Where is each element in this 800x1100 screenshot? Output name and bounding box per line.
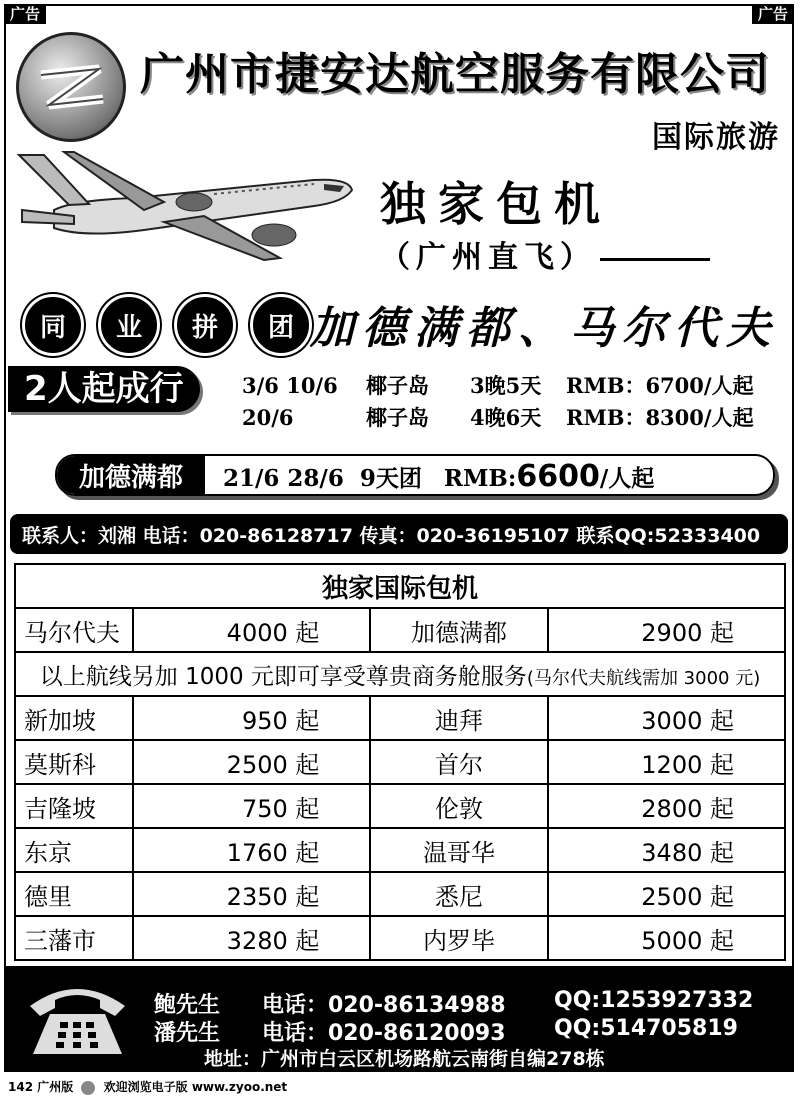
city-price: 2500 起 bbox=[133, 740, 370, 784]
city-name: 悉尼 bbox=[370, 872, 547, 916]
destinations-title: 加德满都、马尔代夫 bbox=[310, 303, 778, 354]
city-name: 内罗毕 bbox=[370, 916, 547, 960]
airplane-icon bbox=[14, 150, 359, 265]
table-title: 独家国际包机 bbox=[15, 564, 785, 608]
page-footer bbox=[8, 1078, 287, 1095]
trip-place: 椰子岛 bbox=[366, 373, 429, 398]
charter-title: 独家包机 bbox=[380, 177, 612, 231]
kathmandu-offer bbox=[55, 454, 775, 496]
trip-price: RMB：8300/人起 bbox=[566, 405, 754, 430]
city-name: 德里 bbox=[15, 872, 133, 916]
group-char-1: 同 bbox=[22, 294, 84, 356]
contact-bar: 联系人：刘湘 电话：020-86128717 传真：020-36195107 联系QQ:52333400 bbox=[10, 514, 788, 554]
table-row bbox=[15, 784, 785, 828]
business-class-note bbox=[15, 652, 785, 696]
trip-place: 椰子岛 bbox=[366, 405, 429, 430]
city-name: 温哥华 bbox=[370, 828, 547, 872]
trip-duration: 3晚5天 bbox=[470, 373, 542, 398]
trip-dates: 3/6 10/6 bbox=[242, 373, 338, 398]
subtitle: 国际旅游 bbox=[652, 120, 780, 155]
city-price: 950 起 bbox=[133, 696, 370, 740]
company-name: 广州市捷安达航空服务有限公司 bbox=[140, 49, 770, 100]
direct-flight: （广州直飞） bbox=[380, 240, 596, 275]
ad-tag-left: 广告 bbox=[4, 4, 46, 24]
city-name: 首尔 bbox=[370, 740, 547, 784]
kathmandu-price: 6600 bbox=[516, 459, 600, 494]
contact-footer bbox=[6, 966, 792, 1070]
kathmandu-details bbox=[223, 459, 654, 494]
contact-name: 鲍先生 bbox=[154, 993, 221, 1018]
kathmandu-label: 加德满都 bbox=[57, 456, 205, 494]
company-logo bbox=[16, 32, 126, 142]
city-name: 吉隆坡 bbox=[15, 784, 133, 828]
min-pax-badge: 2人起成行 bbox=[8, 366, 200, 412]
trip-duration: 4晚6天 bbox=[470, 405, 542, 430]
contact-phone: 电话：020-86120093 bbox=[262, 1021, 506, 1046]
note-small: (马尔代夫航线需加 3000 元) bbox=[526, 667, 761, 689]
city-price: 2800 起 bbox=[548, 784, 785, 828]
trip-row-2 bbox=[242, 402, 754, 432]
city-name: 伦敦 bbox=[370, 784, 547, 828]
kathmandu-duration: 9天团 bbox=[359, 465, 422, 492]
note-main: 以上航线另加 1000 元即可享受尊贵商务舱服务 bbox=[39, 663, 527, 690]
city-price: 1200 起 bbox=[548, 740, 785, 784]
contact-name: 潘先生 bbox=[154, 1021, 221, 1046]
city-name: 三藩市 bbox=[15, 916, 133, 960]
city-price: 3480 起 bbox=[548, 828, 785, 872]
kathmandu-price-prefix: RMB: bbox=[443, 465, 517, 492]
table-row bbox=[15, 828, 785, 872]
contact-qq: QQ:514705819 bbox=[554, 1016, 738, 1041]
city-price: 4000 起 bbox=[133, 608, 370, 652]
city-price: 2900 起 bbox=[548, 608, 785, 652]
page-number: 142 bbox=[8, 1080, 34, 1094]
telephone-icon bbox=[20, 978, 135, 1058]
group-char-4: 团 bbox=[250, 294, 312, 356]
table-row bbox=[15, 608, 785, 652]
trip-row-1 bbox=[242, 370, 754, 400]
edition: 广州版 bbox=[37, 1080, 74, 1094]
city-name: 马尔代夫 bbox=[15, 608, 133, 652]
contact-phone: 电话：020-86134988 bbox=[262, 993, 506, 1018]
table-row bbox=[15, 916, 785, 960]
group-badge-row bbox=[22, 294, 312, 356]
table-row bbox=[15, 872, 785, 916]
contact-qq: QQ:1253927332 bbox=[554, 988, 754, 1013]
ad-tag-right: 广告 bbox=[752, 4, 794, 24]
trip-price: RMB：6700/人起 bbox=[566, 373, 754, 398]
kathmandu-price-suffix: /人起 bbox=[599, 465, 655, 492]
table-row bbox=[15, 696, 785, 740]
city-price: 2350 起 bbox=[133, 872, 370, 916]
kathmandu-dates: 21/6 28/6 bbox=[223, 465, 344, 492]
direct-flight-line bbox=[380, 232, 710, 276]
city-price: 3000 起 bbox=[548, 696, 785, 740]
group-char-2: 业 bbox=[98, 294, 160, 356]
city-name: 迪拜 bbox=[370, 696, 547, 740]
city-name: 新加坡 bbox=[15, 696, 133, 740]
divider-line bbox=[600, 258, 710, 261]
address: 地址：广州市白云区机场路航云南街自编278栋 bbox=[204, 1048, 605, 1070]
city-name: 莫斯科 bbox=[15, 740, 133, 784]
trip-dates: 20/6 bbox=[242, 405, 294, 430]
site-url: www.zyoo.net bbox=[191, 1080, 288, 1094]
site-logo-icon bbox=[81, 1081, 95, 1095]
city-price: 1760 起 bbox=[133, 828, 370, 872]
city-price: 750 起 bbox=[133, 784, 370, 828]
price-table bbox=[14, 563, 786, 961]
group-char-3: 拼 bbox=[174, 294, 236, 356]
city-name: 东京 bbox=[15, 828, 133, 872]
table-row bbox=[15, 740, 785, 784]
city-price: 2500 起 bbox=[548, 872, 785, 916]
city-name: 加德满都 bbox=[370, 608, 547, 652]
city-price: 5000 起 bbox=[548, 916, 785, 960]
welcome-text: 欢迎浏览电子版 bbox=[103, 1080, 188, 1094]
city-price: 3280 起 bbox=[133, 916, 370, 960]
